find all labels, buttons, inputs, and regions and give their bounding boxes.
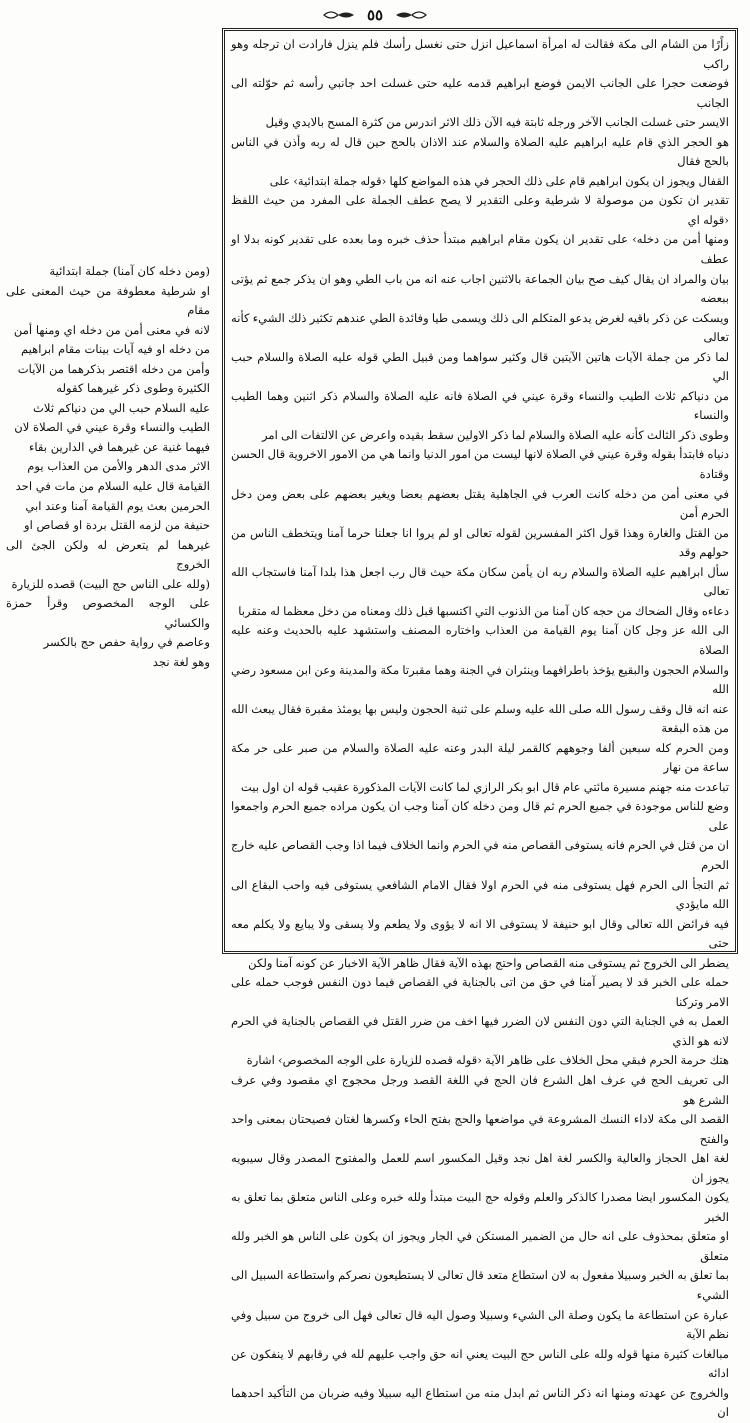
margin-line: القيامة قال عليه السلام من مات في احد — [15, 479, 210, 494]
margin-line: عليه السلام حبب الي من دنياكم ثلاث — [33, 400, 210, 415]
main-line: يضطر الى الخروج ثم يستوفى منه القصاص واحتج بهذه الآية فقال ظاهر الآية الاخبار عن كونه آمنا ولكن — [248, 955, 729, 970]
margin-line: حنيفة من لزمه القتل بردة او قصاص او — [24, 518, 210, 533]
margin-line: فيهما غنية عن غيرهما في الدارين بقاء — [28, 439, 210, 454]
margin-line: الاثر مدى الدهر والأمن من العذاب يوم — [27, 459, 210, 474]
main-line: الايسر حتى غسلت الجانب الآخر ورجله ثابتة فيه الآن ذلك الاثر اندرس من كثرة المسح بالايدي وقيل — [265, 115, 729, 130]
margin-line: (ولله على الناس حج البيت) قصده للزيارة — [11, 576, 210, 591]
left-ornament-icon — [322, 9, 356, 21]
margin-line: لانه في معنى أمن من دخله اي ومنها أمن — [13, 322, 210, 337]
margin-line: وهو لغة نجد — [152, 654, 210, 669]
main-line: زاًرًا من الشام الى مكة فقالت له امرأة اسماعيل انزل حتى نغسل رأسك فلم ينزل فارادت ان ترجله وهو راكب — [231, 37, 729, 71]
main-line: ومن الحرم كله سبعين ألفا وجوههم كالقمر ليلة البدر وعنه عليه الصلاة والسلام من صبر على حر مكة ساعة من نهار — [231, 740, 729, 775]
main-line: يكون المكسور ايضا مصدرا كالذكر والعلم وقوله حج البيت مبتدأ ولله خبره وعلى الناس متعلق بما تعلق به الخبر — [231, 1190, 729, 1224]
main-line: ويسكت عن ذكر باقيه لغرض يدعو المتكلم الى ذلك ويسمى طيا وفائدة الطي عندهم تكثير ذلك الشيء كأنه تعالى — [231, 310, 729, 345]
main-line: تقدير ان تكون من موصولة لا شرطية وعلى التقدير لا يصح عطف الجملة على المفرد من حيث اللفظ ‹قوله اي — [231, 193, 729, 227]
main-line: سأل ابراهيم عليه الصلاة والسلام ربه ان يأمن سكان مكة حيث قال رب اجعل هذا بلدا آمنا فاستجاب الله تعالى — [231, 564, 729, 599]
main-line: تباعدت منه جهنم مسيرة مائتي عام قال ابو بكر الرازي لما كانت الآيات المذكورة عقيب قوله ان اول بيت — [240, 779, 729, 794]
main-line: فيه فرائض الله تعالى وقال ابو حنيفة لا يستوفى الا انه لا يؤوى ولا يطعم ولا يسقى ولا يبايع ولا يكلم معه حتى — [231, 916, 729, 951]
main-text-frame — [222, 28, 738, 1420]
page-header — [0, 4, 750, 26]
main-line: الى تعريف الحج في عرف اهل الشرع فان الحج في اللغة القصد ورجل محجوج اي مقصود وفي عرف الشرع هو — [231, 1072, 729, 1107]
page-number: ٥٥ — [366, 6, 384, 24]
main-commentary-text — [231, 35, 729, 1423]
main-line: او متعلق بمحذوف على انه حال من الضمير المستكن في الجار ويجوز ان يكون على الناس هو الخبر ولله متعلق — [231, 1229, 729, 1263]
main-line: ثم التجأ الى الحرم فهل يستوفى منه في الحرم اولا فقال الامام الشافعي يستوفى فيه واحب البقاع الى الله مايؤدي — [231, 877, 729, 912]
margin-line: الحرمين بعث يوم القيامة آمنا وعند ابي — [25, 498, 210, 513]
main-line: القفال ويجوز ان يكون ابراهيم قام على ذلك الحجر في هذه المواضع كلها ‹قوله جملة ابتدائية› على — [269, 173, 729, 188]
main-line: عبارة عن استطاعة ما يكون وصلة الى الشيء وسبيلا وصول اليه قال تعالى فهل الى خروج من سبيل وفي نظم الآية — [231, 1307, 729, 1342]
main-line: عنه انه قال وقف رسول الله صلى الله عليه وسلم على ثنية الحجون وليس بها يومئذ مقبرة فقال يبعث الله من هذه البقعة — [231, 701, 729, 736]
main-line: لما ذكر من جملة الآيات هاتين الآيتين قال وكثير سواهما ومن قبيل الطي قوله عليه الصلاة والسلام حبب الي — [231, 349, 729, 384]
margin-line: وأمن من دخله اقتصر بذكرهما من الآيات — [17, 361, 210, 376]
main-line: من دنياكم ثلاث الطيب والنساء وقرة عيني في الصلاة فانه عليه الصلاة والسلام ذكر اثنين وهما الطيب والنساء — [231, 388, 729, 423]
main-line: حمله على الخبر قد لا يصير آمنا في حق من اتى بالجناية في القصاص فيما دون النفس فوجب حمله على الامر وتركنا — [231, 975, 729, 1009]
main-line: والخروج عن عهدته ومنها انه ذكر الناس ثم ابدل منه من استطاع اليه سبيلا وفيه ضربان من التأكيد احدهما ان — [231, 1385, 729, 1420]
main-line: والسلام الحجون والبقيع يؤخذ باطرافهما وينثران في الجنة وهما مقبرتا مكة والمدينة وعن ابن مسعود رضي الله — [231, 662, 729, 697]
main-line: ومنها أمن من دخله› على تقدير ان يكون مقام ابراهيم مبتدأ حذف خبره وما بعده على تقدير كونه بدلا او عطف — [231, 232, 729, 267]
main-line: العمل به في الجناية التي دون النفس لان الضرر فيها اخف من ضرر القتل في القصاص بالجناية في الحرم لانه هو الذي — [231, 1014, 729, 1048]
main-line: مبالغات كثيرة منها قوله ولله على الناس حج البيت يعني انه حق واجب عليهم لله في رقابهم لا ينفكون عن ادائه — [231, 1346, 729, 1381]
main-line: دعاءه وقال الضحاك من حجه كان آمنا من الذنوب التي اكتسبها قبل ذلك ومعناه من دخل معظما له متقربا — [238, 603, 729, 618]
margin-line: وعاصم في رواية حفص حج بالكسر — [43, 635, 210, 650]
main-line: وضع للناس موجودة في جميع الحرم ثم قال ومن دخله كان آمنا وجب ان يكون مراده جميع الحرم واجمعوا على — [231, 799, 729, 833]
margin-line: على الوجه المخصوص وقرأ حمزة والكسائي — [6, 596, 210, 630]
margin-line: الكثيرة وطوى ذكر غيرهما كقوله — [56, 381, 210, 396]
main-line: من القتل والغارة وهذا قول اكثر المفسرين لقوله تعالى او لم يروا انا جعلنا حرما آمنا ويتخطف الناس من حولهم وقد — [231, 525, 729, 560]
main-line: هو الحجر الذي قام عليه ابراهيم عليه الصلاة والسلام عند الاذان بالحج حين قال له ربه وأذن في الناس بالحج فقال — [231, 134, 729, 169]
main-line: بما تعلق به الخبر وسبيلا مفعول به لان استطاع متعد قال تعالى لا يستطيعون نصركم واستطاعة السبيل الى الشيء — [231, 1268, 729, 1302]
margin-line: الطيب والنساء وقرة عيني في الصلاة لان — [14, 420, 210, 435]
main-line: الى الله عز وجل كان آمنا يوم القيامة من العذاب واختاره المصنف واستشهد عليه بالحديث وعنه عليه الصلاة — [231, 623, 729, 657]
main-line: لغة اهل الحجاز والعالية والكسر لغة اهل نجد وقيل المكسور اسم للعمل والمفتوح المصدر وقال سيبويه يجوز ان — [231, 1151, 729, 1185]
margin-commentary-text — [6, 262, 210, 672]
right-ornament-icon — [394, 9, 428, 21]
main-line: ان من قتل في الحرم فانه يستوفى القصاص منه في الحرم وانما الخلاف فيما اذا وجب القصاص عليه خارج الحرم — [231, 838, 729, 872]
main-line: في معنى أمن من دخله كانت العرب في الجاهلية يقتل بعضهم بعضا ويغير بعضهم على بعض ومن دخل الحرم أمن — [231, 486, 729, 521]
margin-line: (ومن دخله كان آمنا) جملة ابتدائية — [49, 264, 210, 278]
margin-line: من دخله او فيه آيات بينات مقام ابراهيم — [20, 342, 210, 357]
main-line: فوضعت حجرا على الجانب الايمن فوضع ابراهيم قدمه عليه حتى غسلت احد جانبي رأسه ثم حوّلته الى الجانب — [231, 76, 729, 110]
main-line: بيان والمراد ان يقال كيف صح بيان الجماعة بالاثنين اجاب عنه انه من باب الطي وهو ان يذكر جمع ثم يؤتى ببعضه — [231, 271, 729, 306]
margin-line: او شرطية معطوفة من حيث المعنى على مقام — [6, 283, 210, 318]
main-line: القصد الى مكة لاداء النسك المشروعة في مواضعها والحج بفتح الحاء وكسرها لغتان فصيحتان بمعنى واحد والفتح — [231, 1112, 729, 1146]
margin-line: غيرهما لم يتعرض له ولكن الجئ الى الخروج — [6, 537, 210, 572]
main-line: دنياه فابتدأ بقوله وقرة عيني في الصلاة لانها ليست من امور الدنيا وانما هي من الامور الاخروية قال الحسن وقتادة — [231, 447, 729, 482]
main-line: هتك حرمة الحرم فبقي محل الخلاف على ظاهر الآية ‹قوله قصده للزيارة على الوجه المخصوص› اشارة — [246, 1053, 729, 1068]
main-line: وطوى ذكر الثالث كأنه عليه الصلاة والسلام لما ذكر الاولين سقط بقيده واعرض عن الالتفات الى امر — [262, 427, 729, 442]
